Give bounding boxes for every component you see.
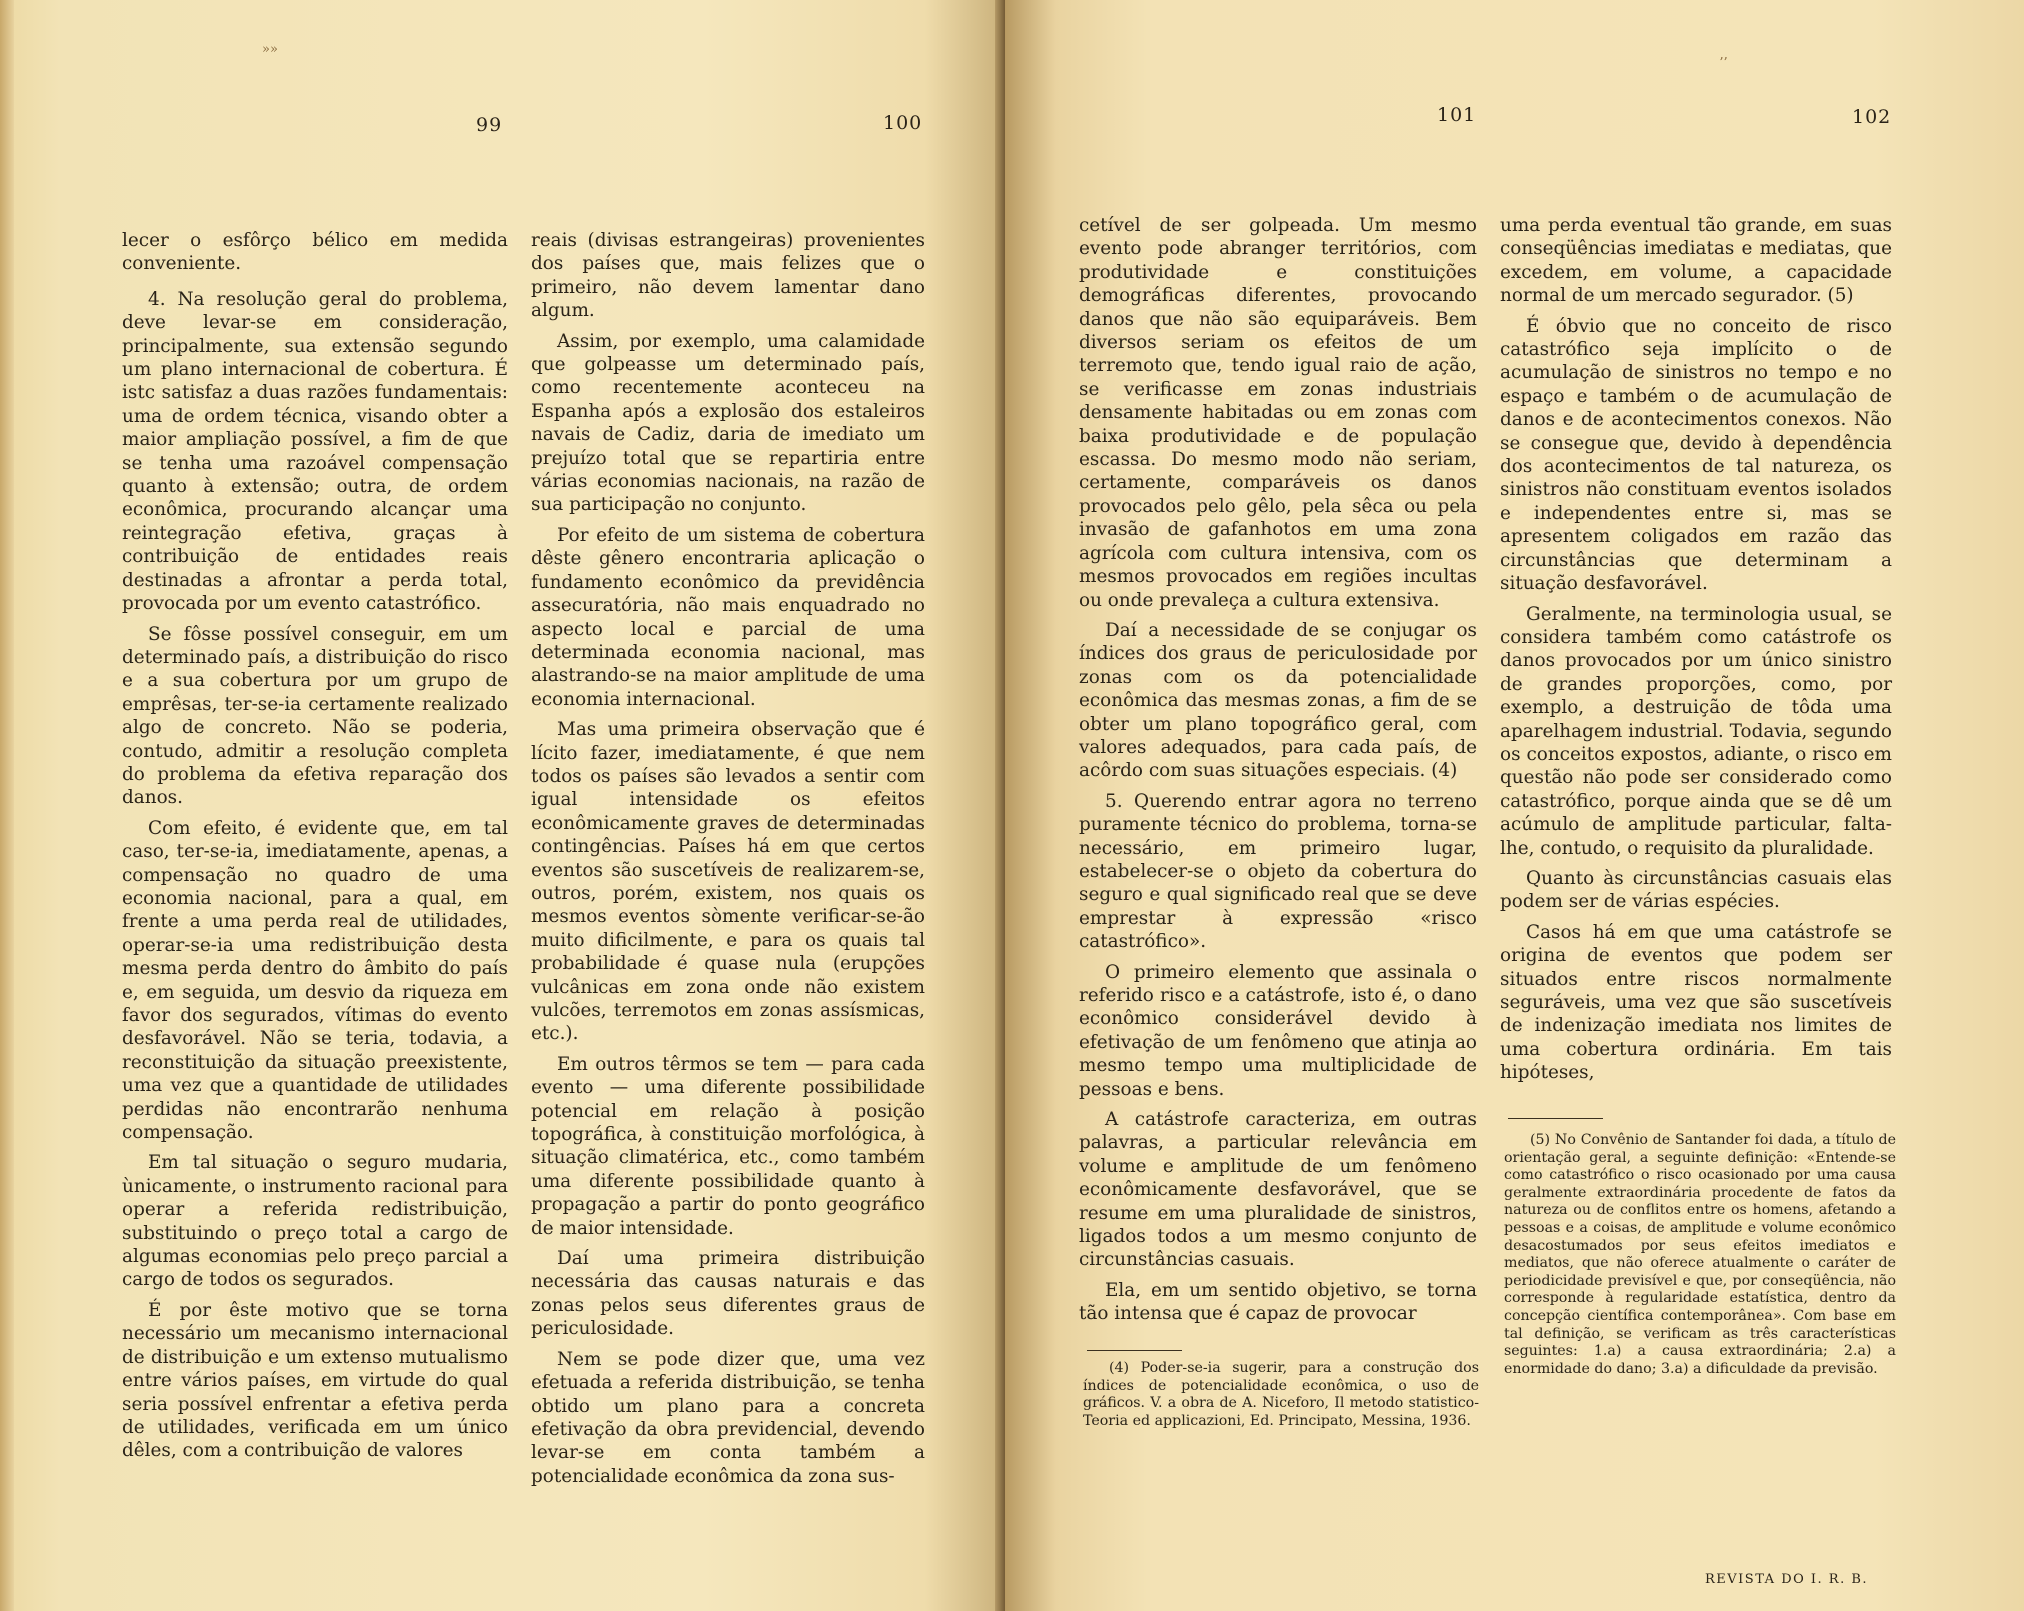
paragraph: A catástrofe caracteriza, em outras palavras, a particular relevância em volume e amplitude de um fenômeno econômicamente desfavorável, que se resume em uma pluralidade de sinistros, ligados todos a um mesmo conjunto de circunstâncias casuais. <box>1079 1109 1477 1271</box>
page-number-100: 100 <box>883 112 923 134</box>
footnote-rule <box>1087 1350 1182 1351</box>
paragraph: Em tal situação o seguro mudaria, ùnicamente, o instrumento racional para operar a referida redistribuição, substituindo o preço total a cargo de algumas economias pelo preço parcial a cargo de todos os segurados. <box>122 1152 508 1291</box>
journal-footer: REVISTA DO I. R. B. <box>1705 1572 1869 1587</box>
column-page-102 <box>1500 214 1892 1092</box>
paragraph: Assim, por exemplo, uma calamidade que golpeasse um determinado país, como recentemente aconteceu na Espanha após a explosão dos estaleiros navais de Cadiz, daria de imediato um prejuízo total que se repartiria entre várias economias nacionais, na razão de sua participação no conjunto. <box>531 330 925 516</box>
footnote-rule <box>1508 1118 1603 1119</box>
footnote-4 <box>1083 1360 1479 1430</box>
ink-smudge: ʼʼ <box>1719 56 1728 71</box>
paragraph: É óbvio que no conceito de risco catastrófico seja implícito o de acumulação de sinistros no tempo e no espaço e também o de acumulação de danos e de acontecimentos conexos. Não se consegue que, devido à dependência dos acontecimentos de tal natureza, os sinistros não constituam eventos isolados e independentes entre si, mas se apresentem coligados em razão das circunstâncias que determinam a situação desfavorável. <box>1500 315 1892 595</box>
column-page-99 <box>122 229 508 1470</box>
paragraph: Quanto às circunstâncias casuais elas podem ser de várias espécies. <box>1500 867 1892 913</box>
paragraph: O primeiro elemento que assinala o referido risco e a catástrofe, isto é, o dano econômico considerável devido à efetivação de um fenômeno que atinja ao mesmo tempo uma multiplicidade de pessoas e bens. <box>1079 961 1477 1100</box>
paragraph: Mas uma primeira observação que é lícito fazer, imediatamente, é que nem todos os países são levados a sentir com igual intensidade os efeitos econômicamente graves de determinadas contingências. Países há em que certos eventos são suscetíveis de realizarem-se, outros, porém, existem, nos quais os mesmos eventos sòmente verificar-se-ão muito dificilmente, e para os quais tal probabilidade é quase nula (erupções vulcânicas em zona onde não existem vulcões, terremotos em zonas assísmicas, etc.). <box>531 719 925 1045</box>
paragraph: 5. Querendo entrar agora no terreno puramente técnico do problema, torna-se necessário, em primeiro lugar, estabelecer-se o objeto da cobertura do seguro e qual significado real que se deve emprestar à expressão «risco catastrófico». <box>1079 790 1477 953</box>
footnote-text: (5) No Convênio de Santander foi dada, a título de orientação geral, a seguinte definição: «Entende-se como catastrófico o risco ocasionado por uma causa geralmente extraordinária procedente de fatos da natureza ou de conflitos entre os homens, afetando a pessoas e a coisas, de amplitude e volume econômico desacostumados por seus efeitos imediatos e mediatos, que não oferece atualmente o caráter de periodicidade previsível e que, por conseqüência, não corresponde à regularidade estatística, dentro da concepção científica contemporânea». Com base em tal definição, se verificam as três características seguintes: 1.a) a causa extraordinária; 2.a) a enormidade do dano; 3.a) a dificuldade da previsão. <box>1504 1132 1896 1377</box>
paragraph: Com efeito, é evidente que, em tal caso, ter-se-ia, imediatamente, apenas, a compensação no quadro de uma economia nacional, para a qual, em frente a uma perda real de utilidades, operar-se-ia uma redistribuição desta mesma perda dentro do âmbito do país e, em seguida, um desvio da riqueza em favor dos segurados, vítimas do evento desfavorável. Não se teria, todavia, a reconstituição da situação preexistente, uma vez que a quantidade de utilidades perdidas não encontrarão nenhuma compensação. <box>122 817 508 1144</box>
paragraph: uma perda eventual tão grande, em suas conseqüências imediatas e mediatas, que excedem, em volume, a capacidade normal de um mercado segurador. (5) <box>1500 215 1892 307</box>
paragraph: lecer o esfôrço bélico em medida conveniente. <box>122 230 508 275</box>
ink-smudge: »» <box>262 42 278 57</box>
footnote-5 <box>1504 1132 1896 1378</box>
left-page <box>0 0 1005 1611</box>
page-number-102: 102 <box>1852 106 1892 128</box>
page-number-101: 101 <box>1437 104 1477 126</box>
paragraph: reais (divisas estrangeiras) provenientes dos países que, mais felizes que o primeiro, não devem lamentar dano algum. <box>531 230 925 322</box>
paragraph: É por êste motivo que se torna necessário um mecanismo internacional de distribuição e um extenso mutualismo entre vários países, em virtude do qual seria possível enfrentar a efetiva perda de utilidades, verificada em um único dêles, com a contribuição de valores <box>122 1299 508 1462</box>
paragraph: Ela, em um sentido objetivo, se torna tão intensa que é capaz de provocar <box>1079 1279 1477 1325</box>
page-edge <box>0 0 14 1611</box>
paragraph: Por efeito de um sistema de cobertura dêste gênero encontraria aplicação o fundamento econômico da previdência assecuratória, não mais enquadrado no aspecto local e parcial de uma determinada economia nacional, mas alastrando-se na maior amplitude de uma economia internacional. <box>531 524 925 710</box>
paragraph: Nem se pode dizer que, uma vez efetuada a referida distribuição, se tenha obtido um plano para a concreta efetivação da obra previdencial, devendo levar-se em conta também a potencialidade econômica da zona sus- <box>531 1348 925 1487</box>
paragraph: Geralmente, na terminologia usual, se considera também como catástrofe os danos provocados por um único sinistro de grandes proporções, como, por exemplo, a destruição de tôda uma aparelhagem industrial. Todavia, segundo os conceitos expostos, adiante, o risco em questão não pode ser considerado como catastrófico, porque ainda que se dê um acúmulo de amplitude particular, falta-lhe, contudo, o requisito da pluralidade. <box>1500 603 1892 859</box>
paragraph: Daí a necessidade de se conjugar os índices dos graus de periculosidade por zonas com os da potencialidade econômica das mesmas zonas, a fim de se obter um plano topográfico geral, com valores adequados, para cada país, de acôrdo com suas situações especiais. (4) <box>1079 619 1477 782</box>
right-page <box>1005 0 2024 1611</box>
paragraph: Se fôsse possível conseguir, em um determinado país, a distribuição do risco e a sua cobertura por um grupo de emprêsas, ter-se-ia certamente realizado algo de concreto. Não se poderia, contudo, admitir a resolução completa do problema da efetiva reparação dos danos. <box>122 623 508 809</box>
footnote-text: (4) Poder-se-ia sugerir, para a construção dos índices de potencialidade econômica, o uso de gráficos. V. a obra de A. Niceforo, Il metodo statistico-Teoria ed applicazioni, Ed. Principato, Messina, 1936. <box>1083 1360 1479 1429</box>
column-page-100 <box>531 229 925 1495</box>
paragraph: Casos há em que uma catástrofe se origina de eventos que podem ser situados entre riscos normalmente seguráveis, uma vez que são suscetíveis de indenização imediata nos limites de uma cobertura ordinária. Em tais hipóteses, <box>1500 921 1892 1084</box>
paragraph: cetível de ser golpeada. Um mesmo evento pode abranger territórios, com produtividade e constituições demográficas diferentes, provocando danos que não são equiparáveis. Bem diversos seriam os efeitos de um terremoto que, tendo igual raio de ação, se verificasse em zonas industriais densamente habitadas ou em zonas com baixa produtividade e de população escassa. Do mesmo modo não seriam, certamente, comparáveis os danos provocados pelo gêlo, pela sêca ou pela invasão de gafanhotos em uma zona agrícola com cultura intensiva, com os mesmos provocados em regiões incultas ou onde prevaleça a cultura extensiva. <box>1079 215 1477 611</box>
paragraph: 4. Na resolução geral do problema, deve levar-se em consideração, principalmente, sua extensão segundo um plano internacional de cobertura. É istc satisfaz a duas razões fundamentais: uma de ordem técnica, visando obter a maior ampliação possível, a fim de que se tenha uma razoável compensação quanto à extensão; outra, de ordem econômica, procurando alcançar uma reintegração efetiva, graças à contribuição de entidades reais destinadas a afrontar a perda total, provocada por um evento catastrófico. <box>122 288 508 615</box>
page-number-99: 99 <box>476 114 503 136</box>
column-page-101 <box>1079 214 1477 1333</box>
paragraph: Daí uma primeira distribuição necessária das causas naturais e das zonas pelos seus diferentes graus de periculosidade. <box>531 1248 925 1340</box>
paragraph: Em outros têrmos se tem — para cada evento — uma diferente possibilidade potencial em relação à posição topográfica, à constituição morfológica, à situação climatérica, etc., como também uma diferente possibilidade quanto à propagação a partir do ponto geográfico de maior intensidade. <box>531 1053 925 1239</box>
